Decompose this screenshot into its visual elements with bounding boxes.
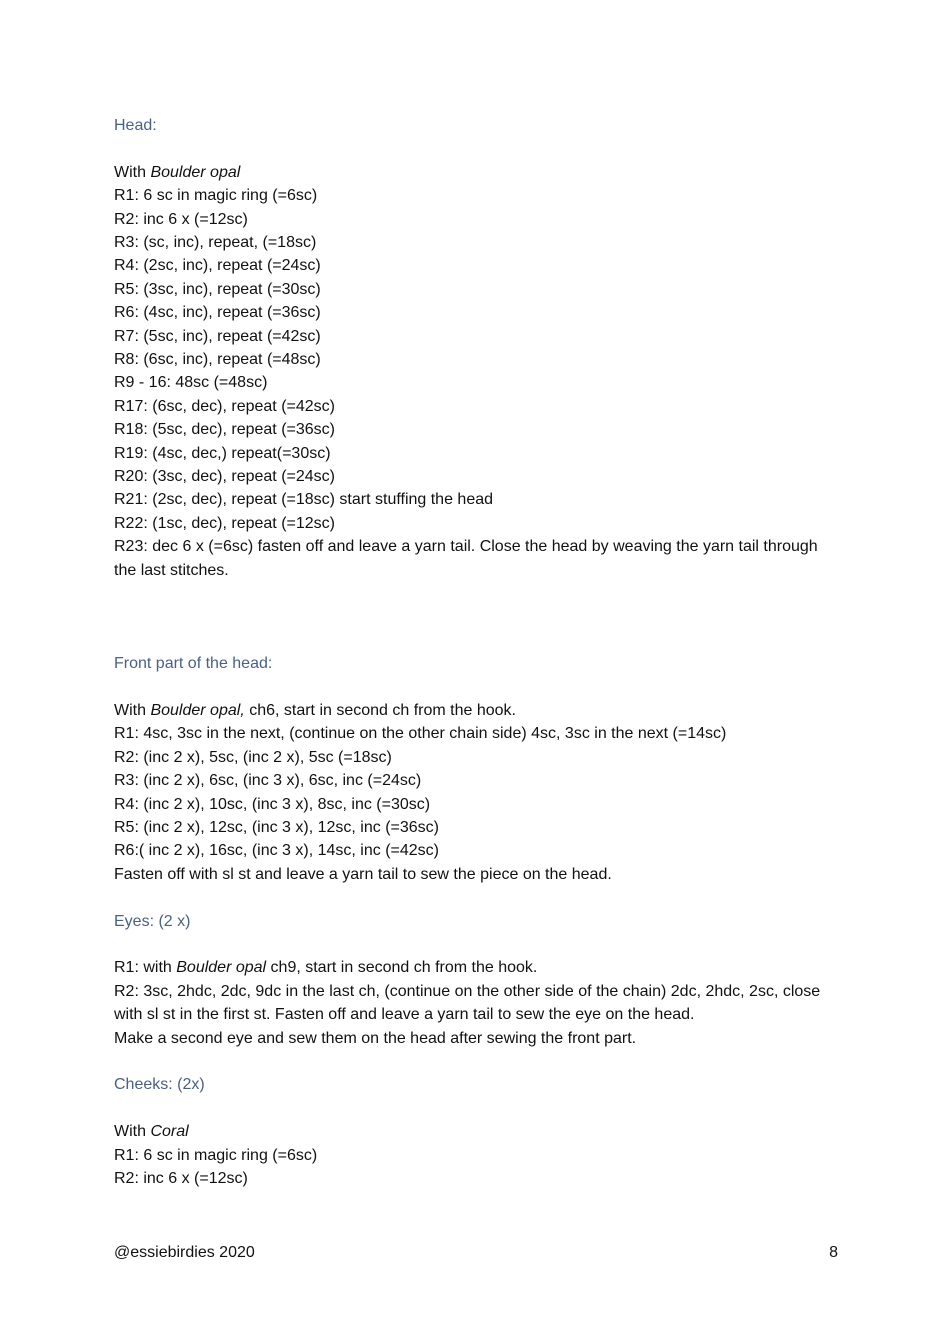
yarn-instruction — [114, 699, 844, 722]
pattern-row: R5: (3sc, inc), repeat (=30sc) — [114, 280, 321, 298]
section-heading-eyes: Eyes: (2 x) — [114, 912, 191, 930]
pattern-row — [114, 956, 844, 979]
head-rows-list — [114, 184, 844, 582]
pattern-row: R3: (inc 2 x), 6sc, (inc 3 x), 6sc, inc (=24sc) — [114, 772, 422, 790]
pattern-row: R8: (6sc, inc), repeat (=48sc) — [114, 351, 321, 369]
section-heading-cheeks: Cheeks: (2x) — [114, 1076, 205, 1094]
cheeks-rows-list — [114, 1144, 844, 1191]
with-label: With — [114, 163, 151, 181]
instruction-text: ch9, start in second ch from the hook. — [266, 959, 538, 977]
pattern-row: R2: inc 6 x (=12sc) — [114, 210, 248, 228]
yarn-name: Boulder opal — [176, 959, 267, 977]
pattern-row: R4: (2sc, inc), repeat (=24sc) — [114, 257, 321, 275]
pattern-row: R9 - 16: 48sc (=48sc) — [114, 374, 268, 392]
with-label: With — [114, 1123, 151, 1141]
yarn-name: Boulder opal — [150, 163, 241, 181]
pattern-row: R17: (6sc, dec), repeat (=42sc) — [114, 397, 335, 415]
pattern-row: R1: 6 sc in magic ring (=6sc) — [114, 187, 318, 205]
pattern-row: R7: (5sc, inc), repeat (=42sc) — [114, 327, 321, 345]
pattern-row: R19: (4sc, dec,) repeat(=30sc) — [114, 444, 331, 462]
pattern-row: R1: 6 sc in magic ring (=6sc) — [114, 1146, 318, 1164]
pattern-row: Fasten off with sl st and leave a yarn tail to sew the piece on the head. — [114, 865, 612, 883]
instruction-text: ch6, start in second ch from the hook. — [244, 701, 516, 719]
pattern-row: R2: 3sc, 2hdc, 2dc, 9dc in the last ch, (continue on the other side of the chain) 2dc, 2hdc, 2sc, close with sl st in the first st. Fasten off and leave a yarn tail to sew the eye on the head. — [114, 982, 825, 1024]
pattern-row: R18: (5sc, dec), repeat (=36sc) — [114, 421, 335, 439]
section-heading-front: Front part of the head: — [114, 655, 273, 673]
pattern-row: Make a second eye and sew them on the head after sewing the front part. — [114, 1029, 637, 1047]
row-label: R1: with — [114, 959, 177, 977]
pattern-row: R20: (3sc, dec), repeat (=24sc) — [114, 468, 335, 486]
footer-copyright: @essiebirdies 2020 — [114, 1244, 255, 1261]
pattern-row: R2: (inc 2 x), 5sc, (inc 2 x), 5sc (=18sc) — [114, 748, 392, 766]
yarn-name: Coral — [150, 1123, 189, 1141]
pattern-row: R3: (sc, inc), repeat, (=18sc) — [114, 234, 317, 252]
yarn-name: Boulder opal, — [150, 701, 245, 719]
section-heading-head: Head: — [114, 117, 157, 134]
pattern-content — [114, 114, 844, 1190]
yarn-instruction — [114, 1120, 844, 1143]
yarn-instruction — [114, 161, 844, 184]
pattern-row: R22: (1sc, dec), repeat (=12sc) — [114, 514, 335, 532]
pattern-row: R5: (inc 2 x), 12sc, (inc 3 x), 12sc, inc (=36sc) — [114, 818, 439, 836]
page-number: 8 — [829, 1244, 838, 1261]
pattern-row: R23: dec 6 x (=6sc) fasten off and leave a yarn tail. Close the head by weaving the yarn tail through the last stitches. — [114, 538, 823, 579]
eyes-rows-list — [114, 980, 844, 1050]
pattern-row: R4: (inc 2 x), 10sc, (inc 3 x), 8sc, inc (=30sc) — [114, 795, 431, 813]
pattern-row: R6: (4sc, inc), repeat (=36sc) — [114, 304, 321, 322]
pattern-row: R21: (2sc, dec), repeat (=18sc) start stuffing the head — [114, 491, 494, 509]
with-label: With — [114, 701, 151, 719]
pattern-row: R2: inc 6 x (=12sc) — [114, 1169, 248, 1187]
pattern-row: R6:( inc 2 x), 16sc, (inc 3 x), 14sc, inc (=42sc) — [114, 842, 439, 860]
pattern-row: R1: 4sc, 3sc in the next, (continue on the other chain side) 4sc, 3sc in the next (=14sc) — [114, 725, 727, 743]
front-rows-list — [114, 722, 844, 886]
